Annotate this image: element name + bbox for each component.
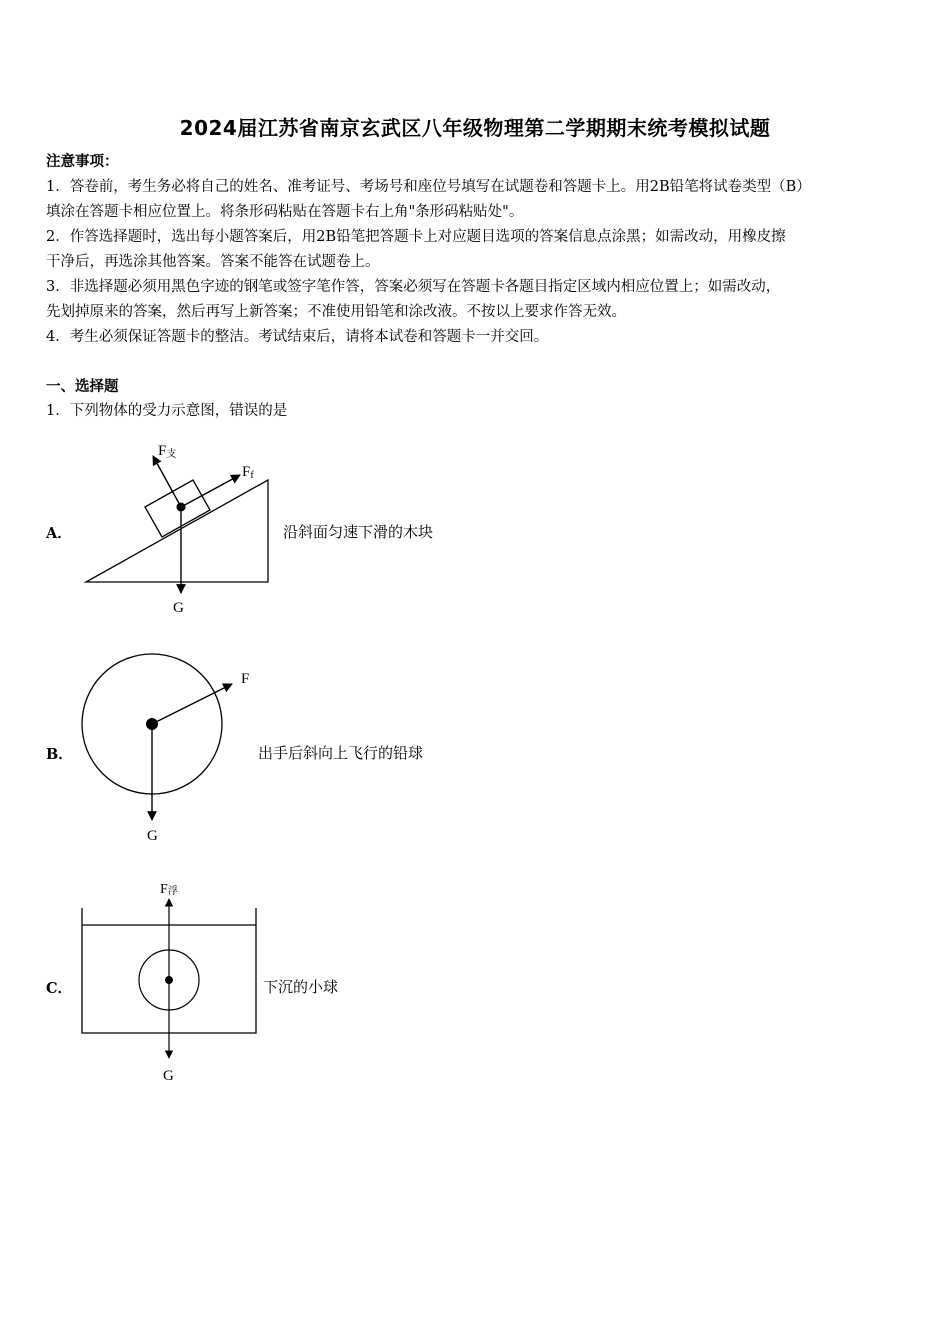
notice-line: 3．非选择题必须用黑色字迹的钢笔或签字笔作答，答案必须写在答题卡各题目指定区域内相应位置上；如需改动，: [46, 279, 781, 295]
option-a-label: A．: [46, 525, 72, 542]
section-heading: 一、选择题: [46, 378, 119, 395]
applied-force-label: F: [241, 671, 250, 687]
notice-heading: 注意事项：: [46, 153, 119, 170]
notice-line: 4．考生必须保证答题卡的整洁。考试结束后，请将本试卷和答题卡一并交回。: [46, 329, 549, 345]
option-c-label: C．: [46, 980, 73, 997]
center-of-mass-dot: [165, 976, 173, 984]
question-stem: 1．下列物体的受力示意图，错误的是: [46, 403, 288, 419]
gravity-label: G: [173, 600, 184, 616]
option-b-label: B．: [46, 746, 73, 763]
notice-line: 先划掉原来的答案，然后再写上新答案；不准使用铅笔和涂改液。不按以上要求作答无效。: [46, 304, 626, 320]
friction-force-label: Ff: [242, 464, 254, 481]
option-a-caption: 沿斜面匀速下滑的木块: [283, 523, 434, 541]
notice-line: 2．作答选择题时，选出每小题答案后，用2B铅笔把答题卡上对应题目选项的答案信息点涂黑；如需改动，用橡皮擦: [46, 229, 786, 245]
gravity-label: G: [147, 828, 158, 844]
page-title: 2024届江苏省南京玄武区八年级物理第二学期期末统考模拟试题: [179, 116, 771, 140]
option-b-caption: 出手后斜向上飞行的铅球: [258, 744, 424, 762]
option-c-caption: 下沉的小球: [263, 978, 339, 996]
notice-line: 干净后，再选涂其他答案。答案不能答在试题卷上。: [46, 254, 380, 270]
notice-line: 填涂在答题卡相应位置上。将条形码粘贴在答题卡右上角"条形码粘贴处"。: [46, 204, 524, 220]
buoyancy-force-label: F浮: [160, 882, 178, 897]
notice-line: 1．答卷前，考生务必将自己的姓名、准考证号、考场号和座位号填写在试题卷和答题卡上。用2B铅笔将试卷类型（B）: [46, 179, 811, 195]
support-force-label: F支: [158, 443, 177, 460]
gravity-label: G: [163, 1068, 174, 1084]
